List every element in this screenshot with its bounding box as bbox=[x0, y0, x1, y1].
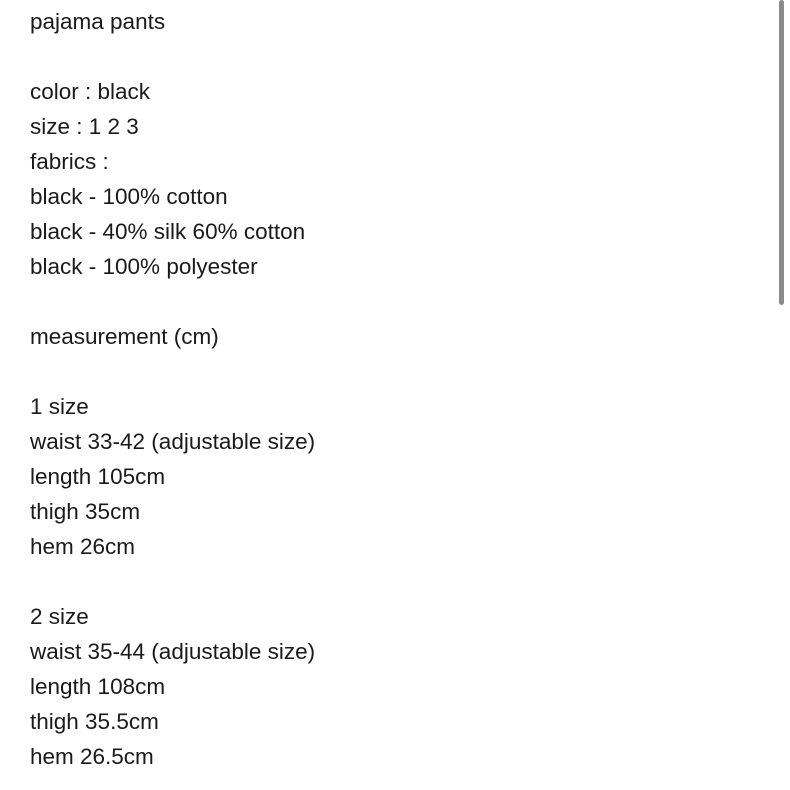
scrollbar-thumb[interactable] bbox=[779, 0, 784, 305]
size-block bbox=[30, 389, 770, 564]
fabrics-label: fabrics : bbox=[30, 149, 109, 174]
blank-line bbox=[30, 564, 770, 599]
fabric-item: black - 100% polyester bbox=[30, 254, 258, 279]
hem-measure: hem 26cm bbox=[30, 534, 136, 559]
size-block bbox=[30, 599, 770, 774]
blank-line bbox=[30, 39, 770, 74]
hem-measure: hem 26.5cm bbox=[30, 744, 154, 769]
thigh-measure: thigh 35.5cm bbox=[30, 709, 159, 734]
color-info: color : black bbox=[30, 79, 151, 104]
size-info: size : 1 2 3 bbox=[30, 114, 139, 139]
measurement-heading: measurement (cm) bbox=[30, 324, 219, 349]
product-title: pajama pants bbox=[30, 9, 166, 34]
fabric-item: black - 40% silk 60% cotton bbox=[30, 219, 306, 244]
size-name: 2 size bbox=[30, 604, 89, 629]
product-description bbox=[30, 4, 770, 774]
waist-measure: waist 35-44 (adjustable size) bbox=[30, 639, 316, 664]
blank-line bbox=[30, 284, 770, 319]
blank-line bbox=[30, 354, 770, 389]
length-measure: length 108cm bbox=[30, 674, 166, 699]
thigh-measure: thigh 35cm bbox=[30, 499, 141, 524]
size-name: 1 size bbox=[30, 394, 89, 419]
length-measure: length 105cm bbox=[30, 464, 166, 489]
waist-measure: waist 33-42 (adjustable size) bbox=[30, 429, 316, 454]
fabric-item: black - 100% cotton bbox=[30, 184, 228, 209]
